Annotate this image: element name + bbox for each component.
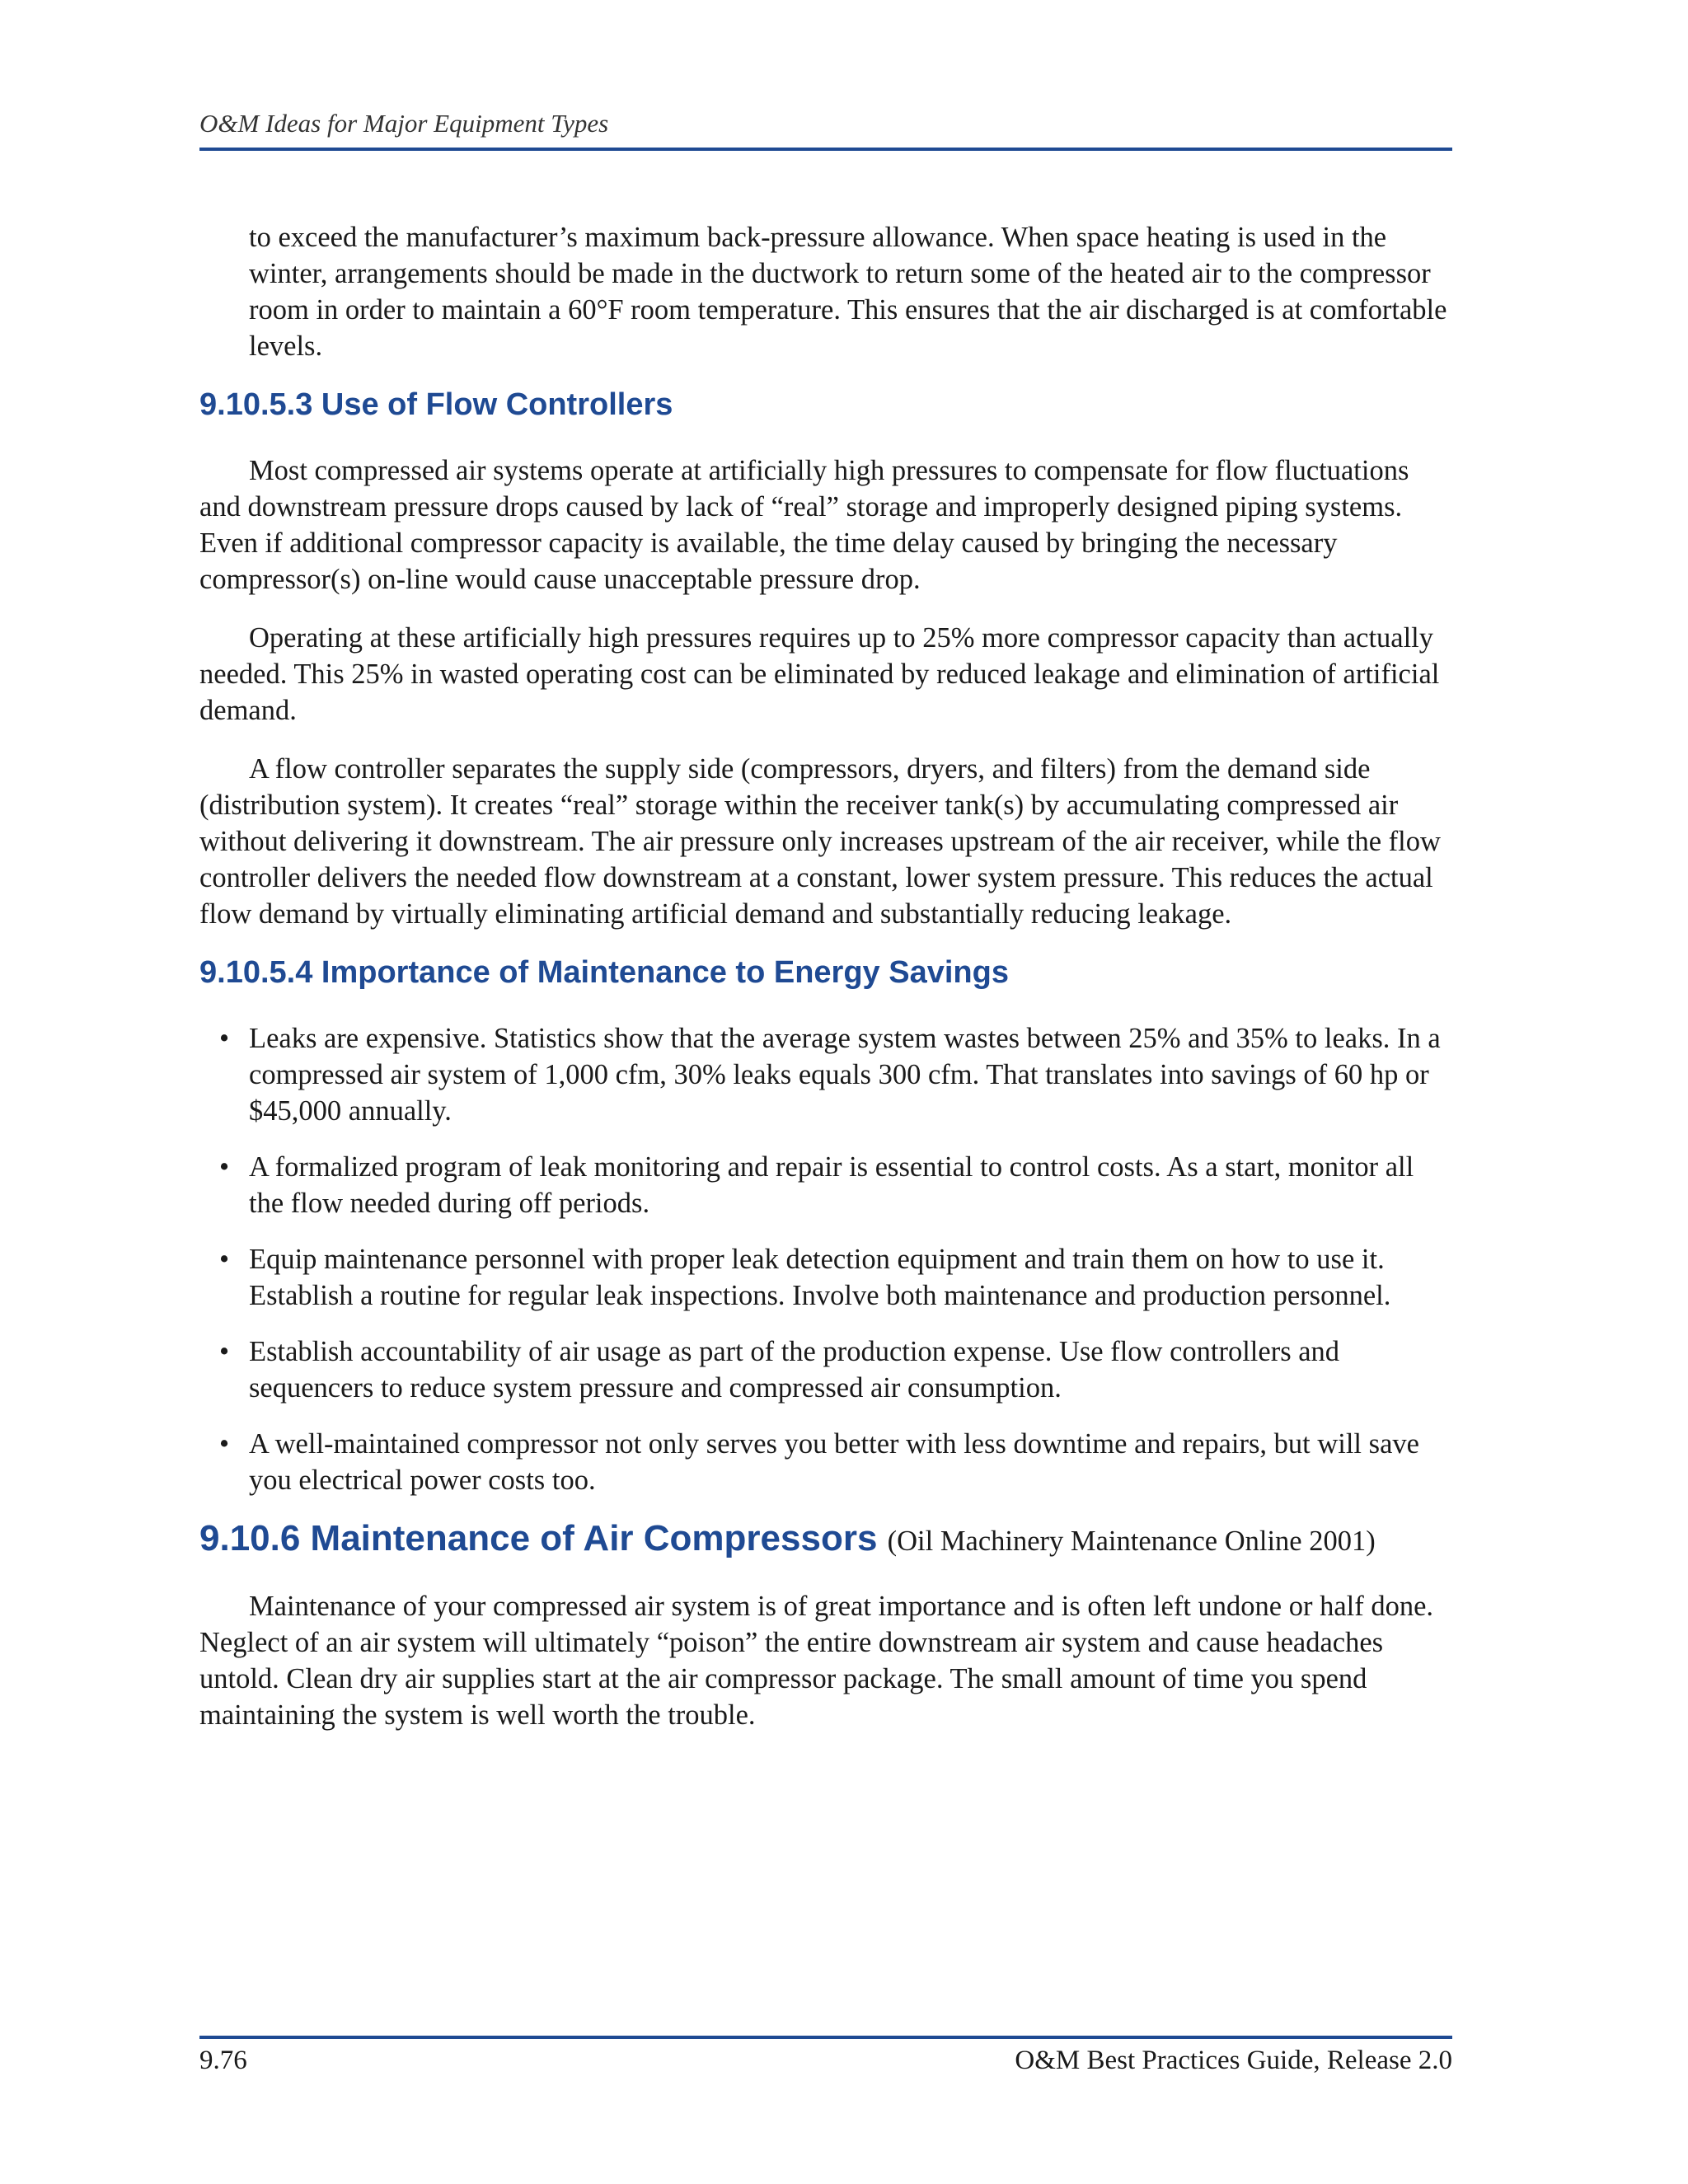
bullet-icon: • (219, 1151, 230, 1183)
list-item (199, 1426, 1452, 1498)
list-item-text: Equip maintenance personnel with proper leak detection equipment and train them on how to use it. Establish a routine for regular leak inspections. Involve both maintenance and production personnel. (249, 1244, 1391, 1311)
main-content (199, 219, 1452, 1755)
paragraph: Most compressed air systems operate at artificially high pressures to compensate for flow fluctuations and downstream pressure drops caused by lack of “real” storage and improperly designed piping systems. Even if additional compressor capacity is available, the time delay caused by bringing the necessary compressor(s) on-line would cause unacceptable pressure drop. (199, 455, 1409, 595)
bullet-icon: • (219, 1244, 230, 1275)
list-item (199, 1241, 1452, 1314)
list-item-text: A formalized program of leak monitoring and repair is essential to control costs. As a start, monitor all the flow needed during off periods. (249, 1151, 1414, 1219)
paragraph: Maintenance of your compressed air system is of great importance and is often left undone or half done. Neglect of an air system will ultimately “poison” the entire downstream air system and cause headaches untold. Clean dry air supplies start at the air compressor package. The small amount of time you spend maintaining the system is well worth the trouble. (199, 1591, 1434, 1731)
list-item (199, 1020, 1452, 1129)
list-item (199, 1149, 1452, 1221)
heading-maintenance-energy: 9.10.5.4 Importance of Maintenance to Energy Savings (199, 955, 1009, 990)
heading-maintenance-air-compressors (199, 1518, 1452, 1562)
intro-paragraph: to exceed the manufacturer’s maximum back-pressure allowance. When space heating is used in the winter, arrangements should be made in the ductwork to return some of the heated air to the compressor room in order to maintain a 60°F room temperature. This ensures that the air discharged is at comfortable levels. (249, 222, 1447, 362)
bullet-icon: • (219, 1428, 230, 1460)
list-item (199, 1333, 1452, 1406)
section-heading-text: 9.10.6 Maintenance of Air Compressors (199, 1518, 878, 1558)
heading-flow-controllers: 9.10.5.3 Use of Flow Controllers (199, 387, 673, 422)
header-rule (199, 148, 1452, 151)
page-number: 9.76 (199, 2046, 247, 2075)
list-item-text: Establish accountability of air usage as part of the production expense. Use flow controllers and sequencers to reduce system pressure and compressed air consumption. (249, 1336, 1340, 1404)
bullet-icon: • (219, 1336, 230, 1367)
paragraph: A flow controller separates the supply side (compressors, dryers, and filters) from the demand side (distribution system). It creates “real” storage within the receiver tank(s) by accumulating compressed air without delivering it downstream. The air pressure only increases upstream of the air receiver, while the flow controller delivers the needed flow downstream at a constant, lower system pressure. This reduces the actual flow demand by virtually eliminating artificial demand and substantially reducing leakage. (199, 753, 1441, 930)
document-page (199, 0, 1452, 2184)
list-item-text: Leaks are expensive. Statistics show that the average system wastes between 25% and 35% to leaks. In a compressed air system of 1,000 cfm, 30% leaks equals 300 cfm. That translates into savings of 60 hp or $45,000 annually. (249, 1023, 1441, 1127)
list-item-text: A well-maintained compressor not only serves you better with less downtime and repairs, but will save you electrical power costs too. (249, 1428, 1419, 1496)
paragraph: Operating at these artificially high pressures requires up to 25% more compressor capacity than actually needed. This 25% in wasted operating cost can be eliminated by reduced leakage and elimination of artificial demand. (199, 622, 1440, 726)
bullet-list (199, 1020, 1452, 1498)
footer-rule (199, 2036, 1452, 2039)
citation: (Oil Machinery Maintenance Online 2001) (887, 1526, 1376, 1557)
publication-title: O&M Best Practices Guide, Release 2.0 (1015, 2046, 1452, 2075)
running-head: O&M Ideas for Major Equipment Types (199, 109, 609, 138)
bullet-icon: • (219, 1023, 230, 1054)
